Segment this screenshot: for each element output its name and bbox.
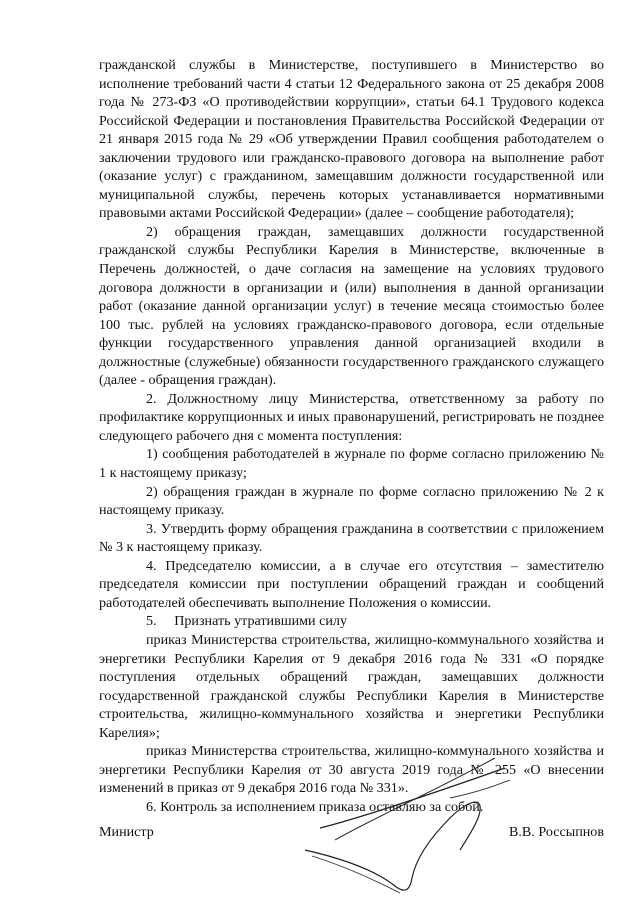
document-body: [99, 56, 604, 816]
paragraph-9: приказ Министерства строительства, жилищно-коммунального хозяйства и энергетики Республики Карелия от 9 декабря 2016 года № 331 «О порядке поступления отдельных обращений граждан, замещавших должности государственной гражданской службы Республики Карелия в Министерстве строительства, жилищно-коммунального хозяйства и энергетики Республики Карелия»;: [99, 631, 604, 741]
paragraph-8: 5. Признать утратившими силу: [146, 613, 347, 630]
signatory-name: В.В. Россыпнов: [508, 824, 604, 840]
position-title: Министр: [99, 824, 154, 840]
paragraph-1: гражданской службы в Министерстве, поступившего в Министерство во исполнение требований части 4 статьи 12 Федерального закона от 25 декабря 2008 года № 273-ФЗ «О противодействии коррупции», статьи 64.1 Трудового кодекса Российской Федерации и постановления Правительства Российской Федерации от 21 января 2015 года № 29 «Об утверждении Правил сообщения работодателем о заключении трудового или гражданско-правового договора на выполнение работ (оказание услуг) с гражданином, замещавшим должности государственной или муниципальной службы, перечень которых устанавливается нормативными правовыми актами Российской Федерации» (далее – сообщение работодателя);: [99, 57, 604, 222]
paragraph-10: приказ Министерства строительства, жилищно-коммунального хозяйства и энергетики Республики Карелия от 30 августа 2019 года № 255 «О внесении изменений в приказ от 9 декабря 2016 года № 331».: [99, 743, 604, 797]
paragraph-7: 4. Председателю комиссии, а в случае его отсутствия – заместителю председателя комиссии при поступлении обращений граждан и сообщений работодателей обеспечивать выполнение Положения о комиссии.: [99, 557, 604, 611]
paragraph-2: 2) обращения граждан, замещавших должности государственной гражданской службы Республики Карелия в Министерстве, включенные в Перечень должностей, о даче согласия на замещение на условиях трудового договора должности в организации и (или) выполнения в данной организации работ (оказание данной организации услуг) в течение месяца стоимостью более 100 тыс. рублей на условиях гражданско-правового договора, если отдельные функции государственного управления данной организацией входили в должностные (служебные) обязанности государственного гражданского служащего (далее - обращения граждан).: [99, 223, 604, 389]
paragraph-5: 2) обращения граждан в журнале по форме согласно приложению № 2 к настоящему приказу.: [99, 483, 604, 519]
paragraph-4: 1) сообщения работодателей в журнале по форме согласно приложению № 1 к настоящему приказу;: [99, 446, 604, 482]
paragraph-3: 2. Должностному лицу Министерства, ответственному за работу по профилактике коррупционных и иных правонарушений, регистрировать не позднее следующего рабочего дня с момента поступления:: [99, 390, 604, 444]
paragraph-11: 6. Контроль за исполнением приказа оставляю за собой.: [146, 798, 484, 815]
handwritten-signature: [300, 758, 530, 898]
paragraph-6: 3. Утвердить форму обращения гражданина в соответствии с приложением № 3 к настоящему приказу.: [99, 520, 604, 556]
